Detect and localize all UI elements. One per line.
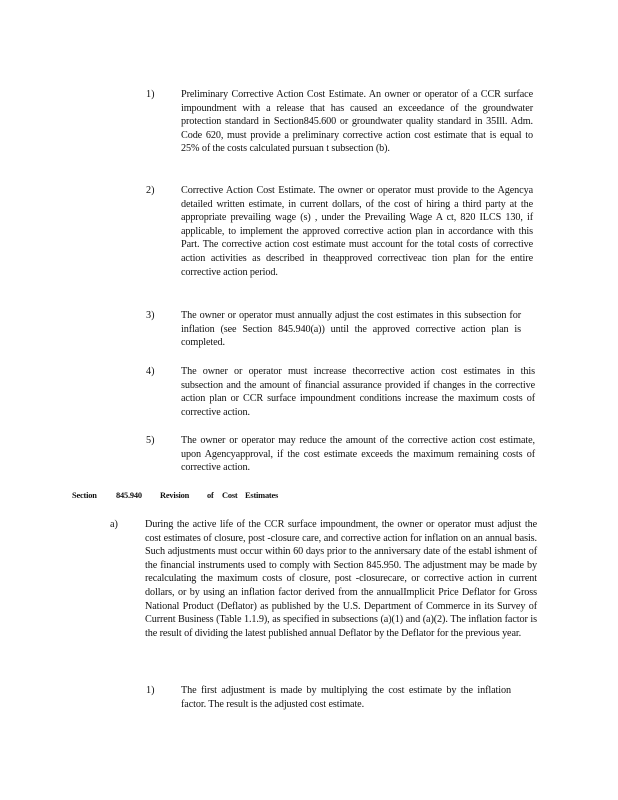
item-number: 4) <box>146 366 155 377</box>
subsection-letter: a) <box>110 519 118 530</box>
item-text: Corrective Action Cost Estimate. The owner or operator must provide to the Agencya detailed written estimate, in current dollars, of the cost of hiring a third party at the appropriate prevailing wage (s) , under the Prevailing Wage A ct, 820 ILCS 130, if applicable, to implement the approved corrective action plan in accordance with this Part. The corrective action cost estimate must account for the total costs of corrective action activities as described in theapproved correctiveac tion plan for the entire corrective action period. <box>181 185 536 278</box>
item-text: The first adjustment is made by multiplying the cost estimate by the inflation factor. The result is the adjusted cost estimate. <box>181 685 514 710</box>
item-number: 1) <box>146 89 155 100</box>
section-title-word: Revision <box>160 491 190 500</box>
item-text: The owner or operator must increase thecorrective action cost estimates in this subsection and the amount of financial assurance provided if changes in the corrective action plan or CCR surface impoundment conditions increase the maximum costs of corrective action. <box>181 366 538 418</box>
section-title-word: Estimates <box>245 491 279 500</box>
item-text: The owner or operator may reduce the amount of the corrective action cost estimate, upon Agencyapproval, if the cost estimate exceeds the maximum remaining costs of corrective action. <box>181 435 538 474</box>
subsection-text: During the active life of the CCR surface impoundment, the owner or operator must adjust the cost estimates of closure, post -closure care, and corrective action for inflation on an annual basis. Such adjustments must occur within 60 days prior to the anniversary date of the establ ishment of the financial instruments used to comply with Section 845.950. The adjustment may be made by recalculating the maximum costs of closure, post -closurecare, or corrective action in current dollars, or by using an inflation factor derived from the annualImplicit Price Deflator for Gross National Product (Deflator) as published by the U.S. Department of Commerce in its Survey of Current Business (Table 1.1.9), as specified in subsections (a)(1) and (a)(2). The inflation factor is the result of dividing the latest published annual Deflator by the Deflator for the previous year. <box>145 519 540 639</box>
section-label: Section <box>72 491 97 500</box>
section-number: 845.940 <box>116 491 142 500</box>
item-number: 1) <box>146 685 155 696</box>
section-title-word: of <box>207 491 214 500</box>
item-number: 5) <box>146 435 155 446</box>
item-text: The owner or operator must annually adjust the cost estimates in this subsection for inflation (see Section 845.940(a)) until the approved corrective action plan is completed. <box>181 310 524 349</box>
item-number: 2) <box>146 185 155 196</box>
item-number: 3) <box>146 310 155 321</box>
item-text: Preliminary Corrective Action Cost Estimate. An owner or operator of a CCR surface impoundment with a release that has caused an exceedance of the groundwater protection standard in Section845.600 or groundwater quality standard in 35Ill. Adm. Code 620, must provide a preliminary corrective action cost estimate that is equal to 25% of the costs calculated pursuan t subsection (b). <box>181 89 536 155</box>
section-title-word: Cost <box>222 491 238 500</box>
